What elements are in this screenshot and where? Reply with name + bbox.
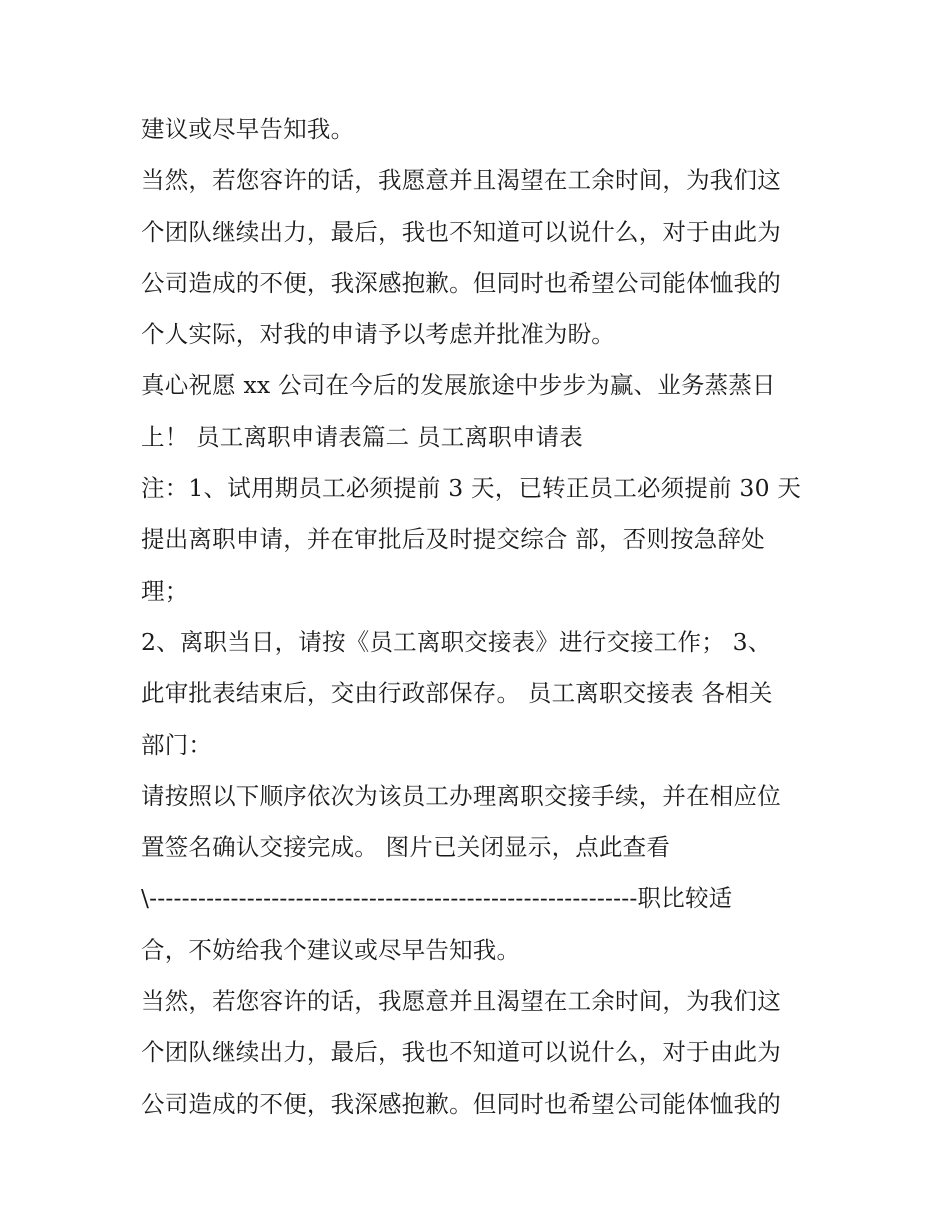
text-line: 公司造成的不便，我深感抱歉。但同时也希望公司能体恤我的	[141, 1089, 781, 1118]
text-line: 当然，若您容许的话，我愿意并且渴望在工余时间，为我们这	[141, 166, 781, 195]
text-line: 个团队继续出力，最后，我也不知道可以说什么，对于由此为	[141, 217, 781, 246]
text-line: 合，不妨给我个建议或尽早告知我。	[141, 935, 521, 964]
text-line: 提出离职申请，并在审批后及时提交综合 部，否则按急辞处	[141, 525, 765, 554]
text-line: 个人实际，对我的申请予以考虑并批准为盼。	[141, 320, 615, 349]
text-line: 建议或尽早告知我。	[141, 115, 355, 143]
text-line: 部门：	[141, 730, 213, 759]
image-hidden-notice-line: 置签名确认交接完成。 图片已关闭显示，点此查看	[141, 833, 671, 862]
text-line: 当然，若您容许的话，我愿意并且渴望在工余时间，为我们这	[141, 987, 781, 1016]
text-line: 此审批表结束后，交由行政部保存。 员工离职交接表 各相关	[141, 679, 773, 708]
text-line: 2、离职当日，请按《员工离职交接表》进行交接工作； 3、	[141, 627, 772, 656]
text-line: 真心祝愿 xx 公司在今后的发展旅途中步步为赢、业务蒸蒸日	[141, 371, 776, 400]
text-line: 个团队继续出力，最后，我也不知道可以说什么，对于由此为	[141, 1038, 781, 1067]
separator-line: \------------------------------------------------------------职比较适	[141, 884, 733, 913]
text-line: 公司造成的不便，我深感抱歉。但同时也希望公司能体恤我的	[141, 268, 781, 297]
text-line: 理；	[141, 576, 189, 605]
text-line: 上！ 员工离职申请表篇二 员工离职申请表	[141, 422, 583, 451]
text-line: 请按照以下顺序依次为该员工办理离职交接手续，并在相应位	[141, 781, 781, 810]
document-body	[141, 109, 821, 1135]
text-line: 注：1、试用期员工必须提前 3 天，已转正员工必须提前 30 天	[141, 474, 802, 503]
